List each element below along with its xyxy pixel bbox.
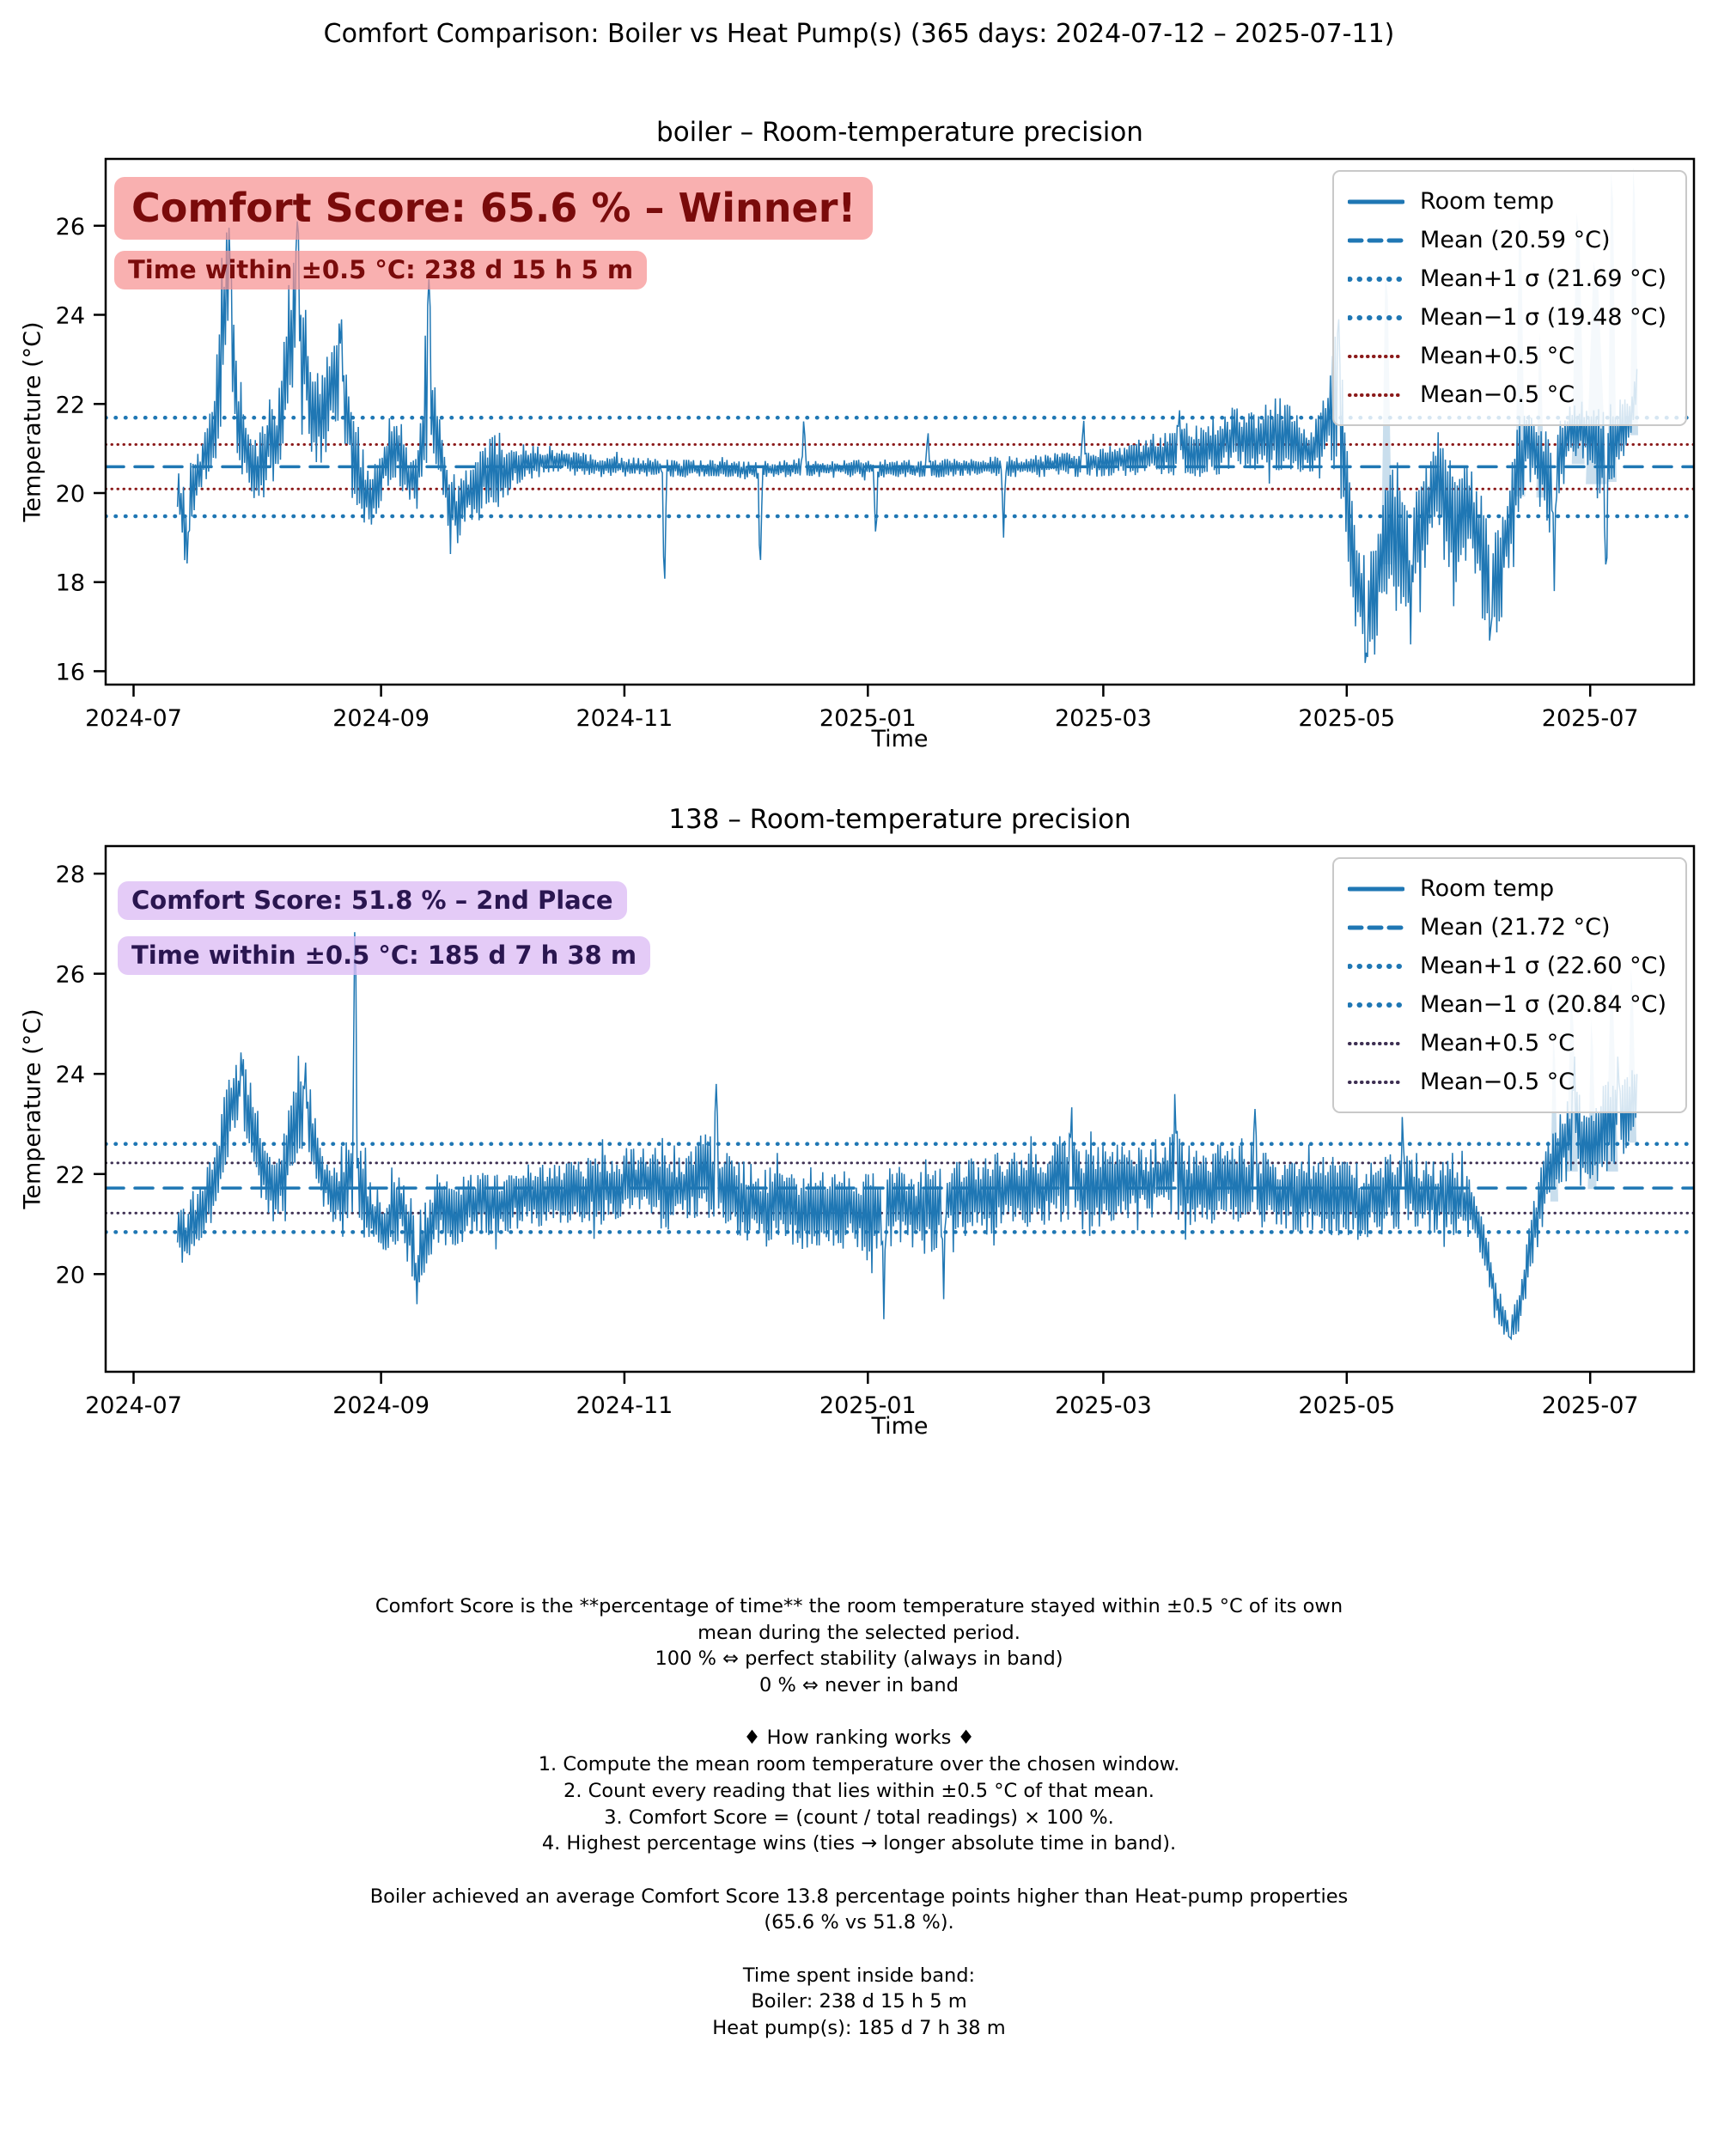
- legend-item: [1348, 947, 1666, 985]
- legend-item: [1348, 1024, 1666, 1063]
- legend-swatch-icon: [1348, 962, 1404, 971]
- y-tick-label: 20: [55, 1262, 85, 1289]
- legend-label: Room temp: [1420, 188, 1555, 215]
- y-tick-label: 28: [55, 862, 85, 889]
- legend-item: [1348, 1063, 1666, 1101]
- legend-item: [1348, 298, 1666, 337]
- y-tick-label: 22: [55, 392, 85, 419]
- legend-label: Mean−1 σ (19.48 °C): [1420, 304, 1666, 331]
- y-tick-label: 26: [55, 961, 85, 989]
- y-tick-label: 16: [55, 659, 85, 686]
- footer-line: [0, 1857, 1718, 1884]
- footer-line: 100 % ⇔ perfect stability (always in band): [655, 1647, 1063, 1671]
- x-tick-label: 2024-07: [85, 1392, 182, 1419]
- legend-swatch-icon: [1348, 198, 1404, 206]
- x-tick-label: 2025-01: [819, 1392, 917, 1419]
- legend-label: Mean+1 σ (21.69 °C): [1420, 265, 1666, 292]
- legend-item: [1348, 337, 1666, 375]
- footer-line: [0, 1936, 1718, 1963]
- x-tick-label: 2025-05: [1298, 705, 1396, 732]
- legend-swatch-icon: [1348, 391, 1404, 399]
- x-tick-label: 2025-03: [1054, 705, 1152, 732]
- y-tick-label: 24: [55, 1062, 85, 1089]
- x-tick-label: 2024-11: [576, 705, 673, 732]
- y-tick-label: 22: [55, 1161, 85, 1189]
- footer-line: [0, 1699, 1718, 1726]
- legend-label: Mean+0.5 °C: [1420, 343, 1575, 369]
- footer-line: 2. Count every reading that lies within ±0.5 °C of that mean.: [564, 1779, 1154, 1802]
- legend-item: [1348, 182, 1666, 221]
- chart-title: 138 – Room-temperature precision: [668, 804, 1131, 835]
- x-tick-label: 2025-01: [819, 705, 917, 732]
- x-tick-label: 2024-11: [576, 1392, 673, 1419]
- x-axis-label: Time: [871, 726, 929, 752]
- x-tick-label: 2025-07: [1541, 705, 1639, 732]
- footer-line: (65.6 % vs 51.8 %).: [764, 1911, 954, 1934]
- x-tick-label: 2024-09: [332, 1392, 430, 1419]
- time-within-annotation: Time within ±0.5 °C: 185 d 7 h 38 m: [118, 936, 650, 975]
- x-tick-label: 2024-07: [85, 705, 182, 732]
- legend-label: Mean+0.5 °C: [1420, 1030, 1575, 1057]
- footer-line: 1. Compute the mean room temperature over the chosen window.: [538, 1753, 1180, 1776]
- legend-swatch-icon: [1348, 236, 1404, 245]
- x-tick-label: 2025-07: [1541, 1392, 1639, 1419]
- legend-swatch-icon: [1348, 1078, 1404, 1087]
- legend-item: [1348, 985, 1666, 1024]
- legend-item: [1348, 869, 1666, 908]
- footer-line: 3. Comfort Score = (count / total readings) × 100 %.: [604, 1806, 1114, 1829]
- footer-line: Boiler: 238 d 15 h 5 m: [751, 1990, 967, 2013]
- x-tick-label: 2024-09: [332, 705, 430, 732]
- legend-swatch-icon: [1348, 352, 1404, 361]
- x-axis-label: Time: [871, 1413, 929, 1440]
- comfort-score-annotation: Comfort Score: 51.8 % – 2nd Place: [118, 881, 627, 920]
- y-axis-label: Temperature (°C): [19, 321, 46, 522]
- legend-label: Mean−0.5 °C: [1420, 1069, 1575, 1095]
- legend-item: [1348, 221, 1666, 259]
- legend-label: Mean−0.5 °C: [1420, 381, 1575, 408]
- y-tick-label: 20: [55, 481, 85, 508]
- figure-suptitle: Comfort Comparison: Boiler vs Heat Pump(s) (365 days: 2024-07-12 – 2025-07-11): [323, 19, 1395, 49]
- y-axis-label: Temperature (°C): [19, 1008, 46, 1209]
- chart-title: boiler – Room-temperature precision: [656, 117, 1143, 148]
- footer-line: Heat pump(s): 185 d 7 h 38 m: [712, 2017, 1006, 2039]
- legend: [1332, 170, 1687, 426]
- legend-swatch-icon: [1348, 275, 1404, 283]
- footer-line: Comfort Score is the **percentage of time** the room temperature stayed within ±0.5 °C of its own: [375, 1595, 1343, 1617]
- footer-line: 0 % ⇔ never in band: [759, 1674, 959, 1697]
- legend: [1332, 857, 1687, 1113]
- legend-label: Room temp: [1420, 875, 1555, 902]
- footer-line: Time spent inside band:: [742, 1964, 976, 1987]
- footer-line: 4. Highest percentage wins (ties → longer absolute time in band).: [541, 1832, 1177, 1855]
- legend-item: [1348, 259, 1666, 298]
- footer-line: ♦ How ranking works ♦: [743, 1727, 975, 1750]
- legend-label: Mean (21.72 °C): [1420, 914, 1611, 941]
- legend-swatch-icon: [1348, 1039, 1404, 1048]
- footer-line: Boiler achieved an average Comfort Score 13.8 percentage points higher than Heat-pump properties: [369, 1885, 1349, 1908]
- comfort-score-annotation: Comfort Score: 65.6 % – Winner!: [114, 177, 873, 240]
- y-tick-label: 24: [55, 302, 85, 330]
- legend-item: [1348, 375, 1666, 414]
- legend-swatch-icon: [1348, 923, 1404, 932]
- footer-line: mean during the selected period.: [698, 1621, 1020, 1644]
- legend-item: [1348, 908, 1666, 947]
- footer-text: [0, 1593, 1718, 2042]
- legend-swatch-icon: [1348, 314, 1404, 322]
- x-tick-label: 2025-05: [1298, 1392, 1396, 1419]
- y-tick-label: 26: [55, 213, 85, 241]
- legend-label: Mean (20.59 °C): [1420, 227, 1611, 253]
- x-tick-label: 2025-03: [1054, 1392, 1152, 1419]
- legend-label: Mean+1 σ (22.60 °C): [1420, 953, 1666, 979]
- legend-swatch-icon: [1348, 885, 1404, 893]
- legend-label: Mean−1 σ (20.84 °C): [1420, 991, 1666, 1018]
- legend-swatch-icon: [1348, 1001, 1404, 1009]
- time-within-annotation: Time within ±0.5 °C: 238 d 15 h 5 m: [114, 251, 647, 289]
- y-tick-label: 18: [55, 569, 85, 597]
